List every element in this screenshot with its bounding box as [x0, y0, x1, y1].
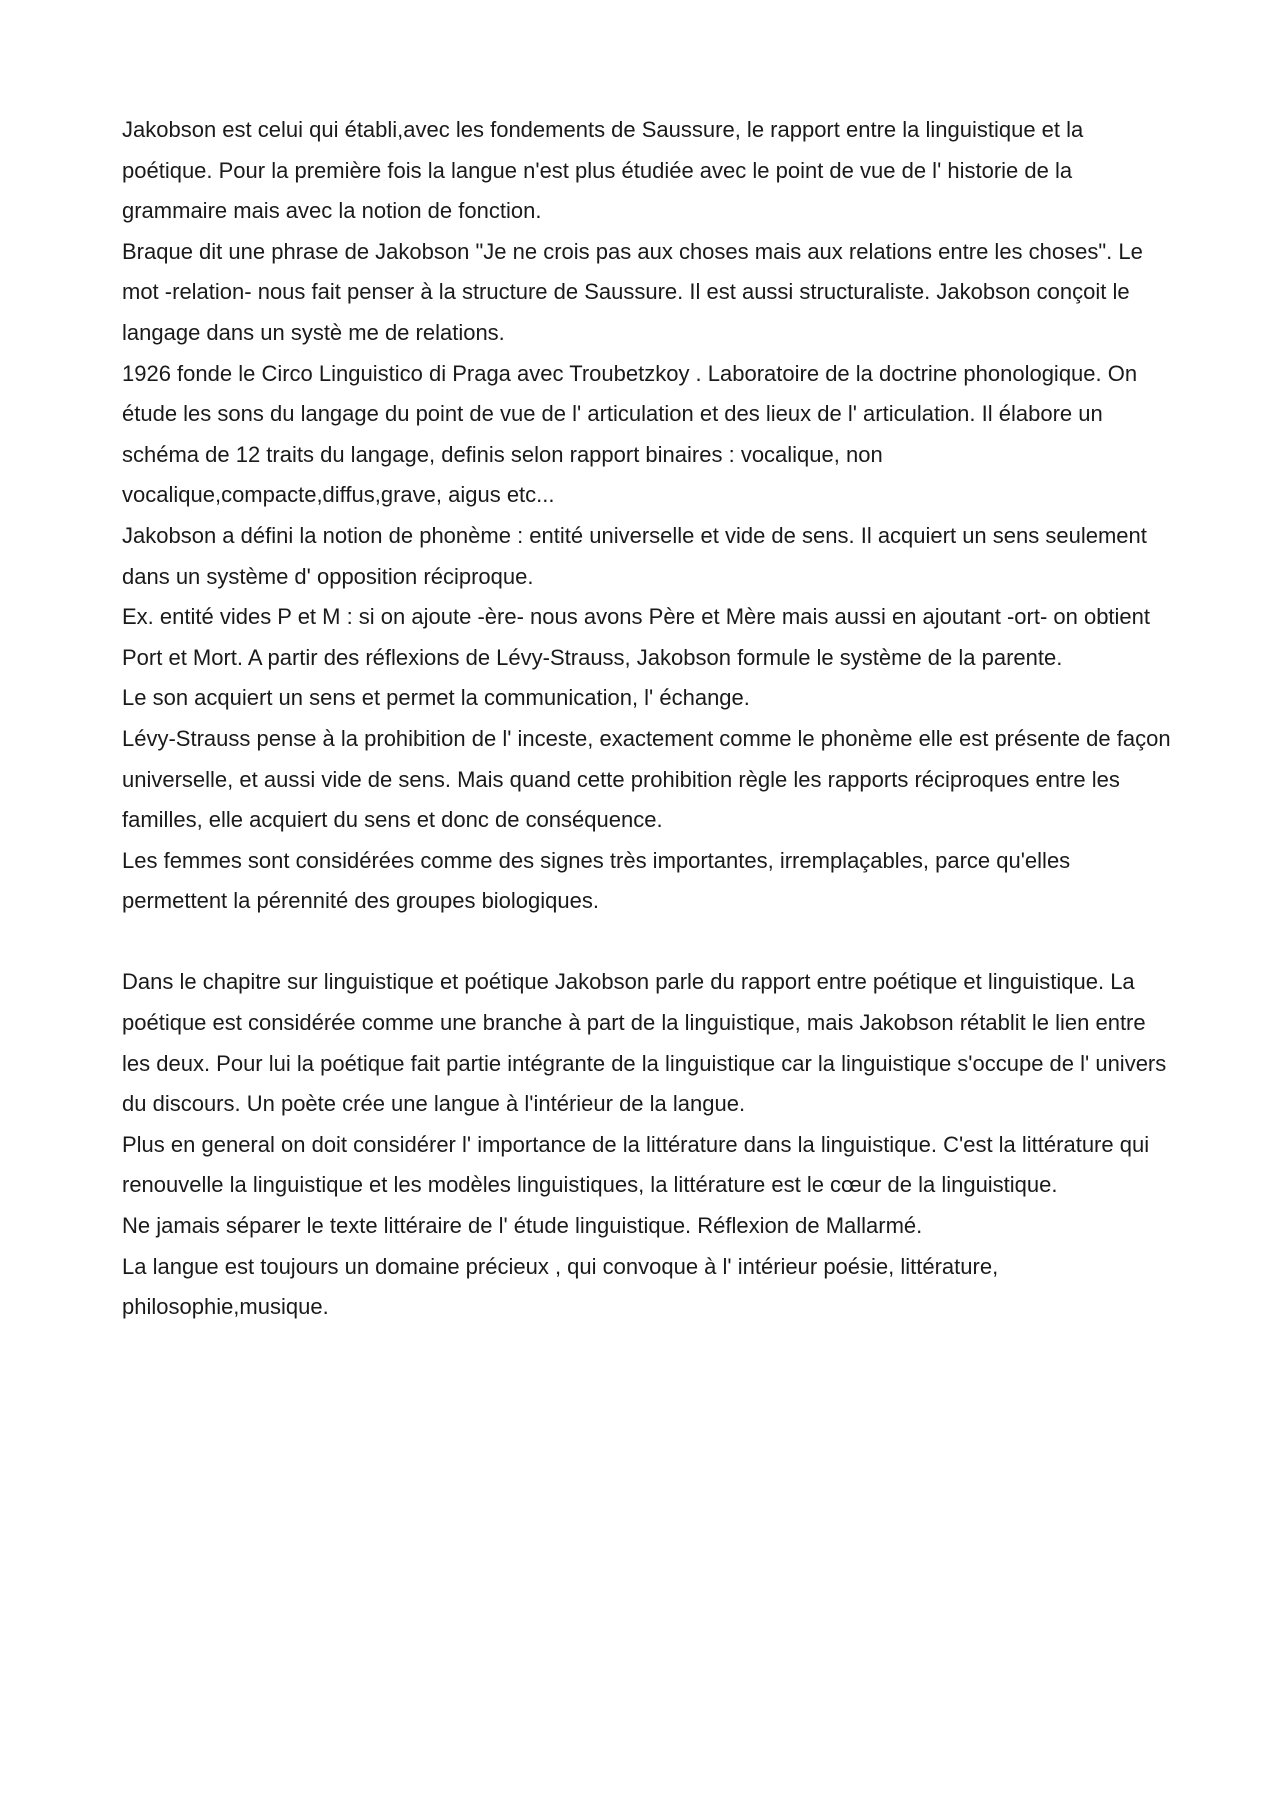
document-body	[122, 110, 1172, 1328]
paragraph: Les femmes sont considérées comme des signes très importantes, irremplaçables, parce qu'elles permettent la pérennité des groupes biologiques.	[122, 847, 1071, 914]
paragraph: La langue est toujours un domaine précieux , qui convoque à l' intérieur poésie, littérature, philosophie,musique.	[122, 1253, 999, 1320]
paragraph: 1926 fonde le Circo Linguistico di Praga avec Troubetzkoy . Laboratoire de la doctrine phonologique. On étude les sons du langage du point de vue de l' articulation et des lieux de l' articulation. Il élabore un schéma de 12 traits du langage, definis selon rapport binaires : vocalique, non vocalique,compacte,diffus,grave, aigus etc...	[122, 360, 1138, 508]
paragraph: Ne jamais séparer le texte littéraire de l' étude linguistique. Réflexion de Mallarmé.	[122, 1213, 923, 1239]
paragraph: Ex. entité vides P et M : si on ajoute -ère- nous avons Père et Mère mais aussi en ajoutant -ort- on obtient Port et Mort. A partir des réflexions de Lévy-Strauss, Jakobson formule le système de la parente.	[122, 604, 1151, 670]
paragraph: Le son acquiert un sens et permet la communication, l' échange.	[122, 685, 750, 711]
paragraph: Lévy-Strauss pense à la prohibition de l' inceste, exactement comme le phonème elle est présente de façon universelle, et aussi vide de sens. Mais quand cette prohibition règle les rapports réciproques entre les familles, elle acquiert du sens et donc de conséquence.	[122, 725, 1171, 833]
paragraph: Braque dit une phrase de Jakobson "Je ne crois pas aux choses mais aux relations entre les choses". Le mot -relation- nous fait penser à la structure de Saussure. Il est aussi structuraliste. Jakobson conçoit le langage dans un systè me de relations.	[122, 238, 1143, 345]
paragraph: Jakobson est celui qui établi,avec les fondements de Saussure, le rapport entre la linguistique et la poétique. Pour la première fois la langue n'est plus étudiée avec le point de vue de l' historie de la grammaire mais avec la notion de fonction.	[122, 117, 1084, 224]
paragraph: Plus en general on doit considérer l' importance de la littérature dans la linguistique. C'est la littérature qui renouvelle la linguistique et les modèles linguistiques, la littérature est le cœur de la linguistique.	[122, 1131, 1150, 1198]
paragraph: Jakobson a défini la notion de phonème : entité universelle et vide de sens. Il acquiert un sens seulement dans un système d' opposition réciproque.	[122, 522, 1147, 589]
section-spacer	[122, 922, 1172, 963]
paragraph: Dans le chapitre sur linguistique et poétique Jakobson parle du rapport entre poétique et linguistique. La poétique est considérée comme une branche à part de la linguistique, mais Jakobson rétablit le lien entre les deux. Pour lui la poétique fait partie intégrante de la linguistique car la linguistique s'occupe de l' univers du discours. Un poète crée une langue à l'intérieur de la langue.	[122, 969, 1167, 1117]
